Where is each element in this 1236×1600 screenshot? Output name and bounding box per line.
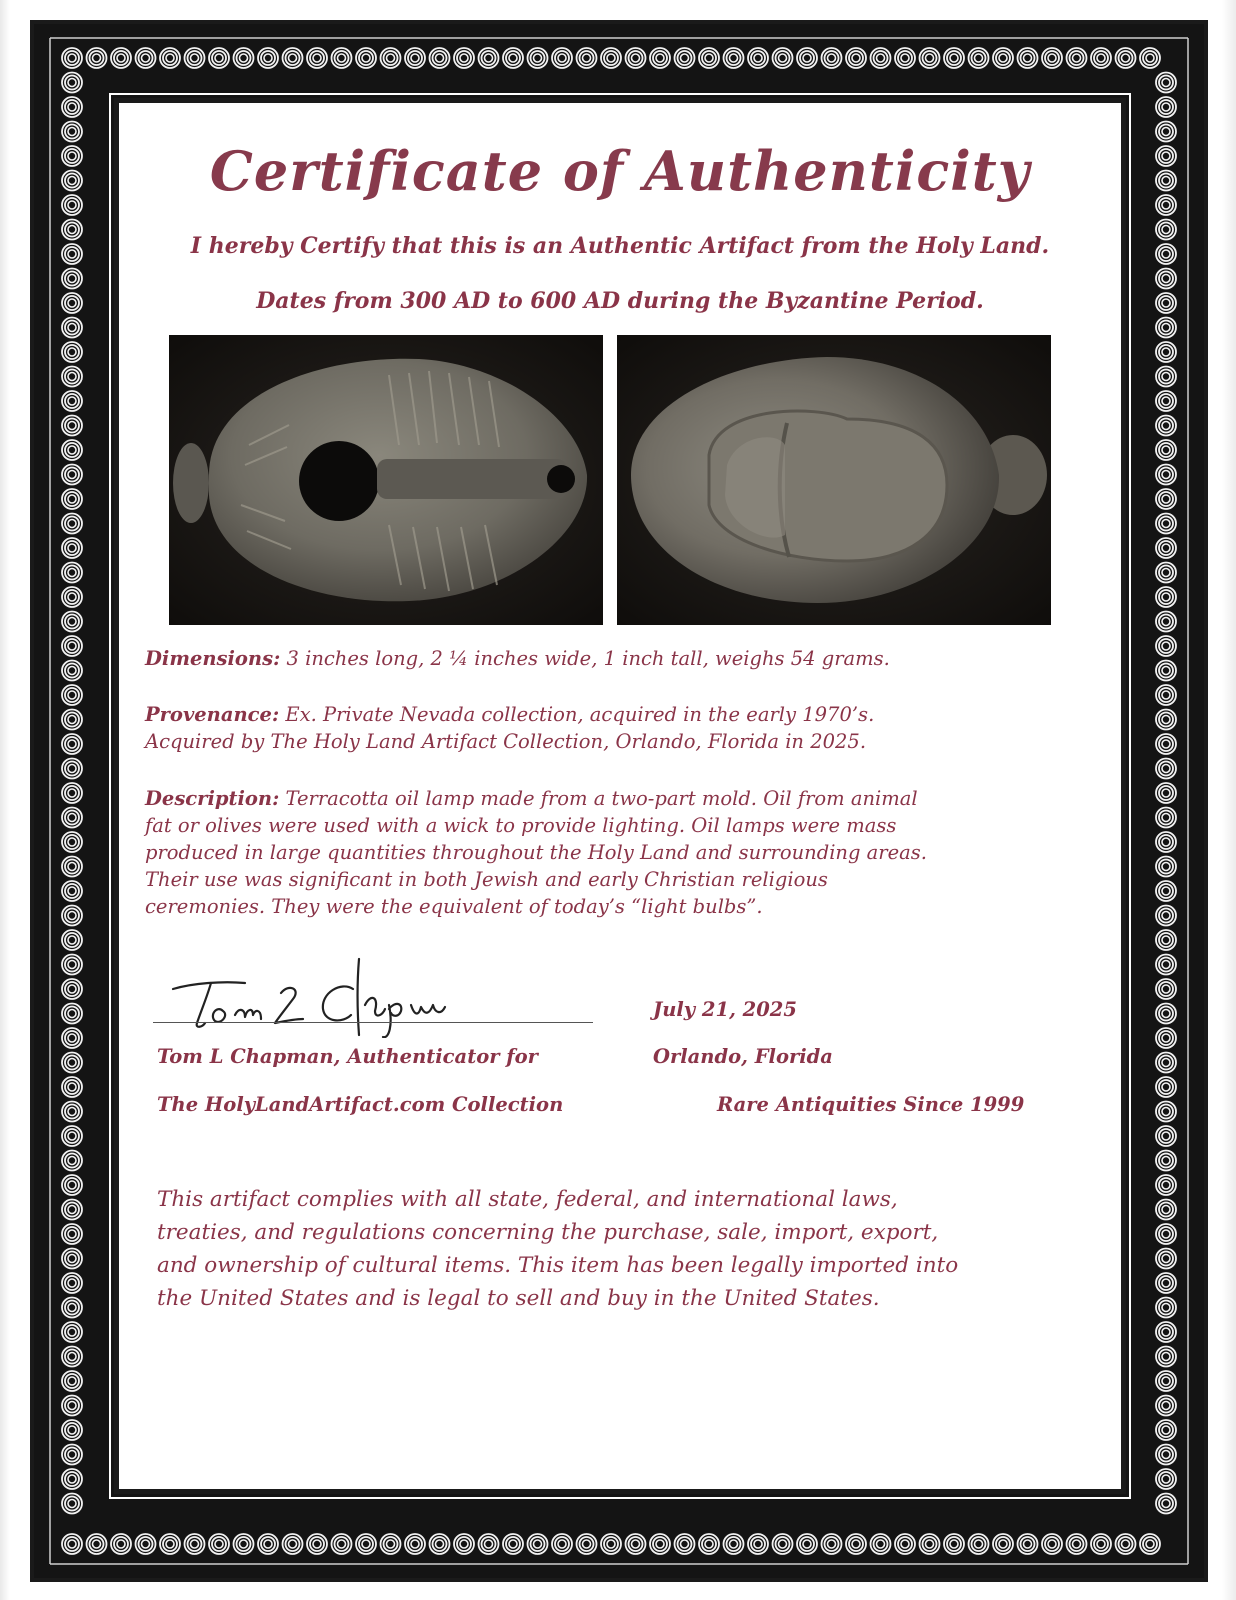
border-ring xyxy=(748,48,768,68)
border-ring xyxy=(62,1371,82,1391)
border-ring xyxy=(62,1004,82,1024)
border-ring xyxy=(1156,1298,1176,1318)
border-ring xyxy=(62,759,82,779)
border-ring xyxy=(62,342,82,362)
border-ring xyxy=(773,48,793,68)
provenance-line: Acquired by The Holy Land Artifact Collection, Orlando, Florida in 2025. xyxy=(145,730,867,753)
border-ring xyxy=(1156,881,1176,901)
border-ring xyxy=(62,1534,82,1554)
border-ring xyxy=(969,1534,989,1554)
border-ring xyxy=(62,636,82,656)
border-ring xyxy=(503,48,523,68)
border-ring xyxy=(895,1534,915,1554)
certificate-title: Certificate of Authenticity xyxy=(209,139,1031,203)
border-ring xyxy=(62,171,82,191)
border-ring xyxy=(528,48,548,68)
border-ring xyxy=(1156,1175,1176,1195)
border-ring xyxy=(62,1249,82,1269)
border-ring xyxy=(430,48,450,68)
border-ring xyxy=(1140,48,1160,68)
description-line: ceremonies. They were the equivalent of today’s “light bulbs”. xyxy=(145,895,763,918)
border-ring xyxy=(430,1534,450,1554)
border-ring xyxy=(62,244,82,264)
border-ring xyxy=(626,1534,646,1554)
border-ring xyxy=(356,48,376,68)
border-ring xyxy=(258,1534,278,1554)
border-ring xyxy=(1156,195,1176,215)
period-statement: Dates from 300 AD to 600 AD during the Byzantine Period. xyxy=(256,288,984,314)
border-ring xyxy=(234,1534,254,1554)
provenance-line: Ex. Private Nevada collection, acquired in the early 1970’s. xyxy=(285,703,875,726)
border-ring xyxy=(993,48,1013,68)
border-ring xyxy=(62,1445,82,1465)
border-ring xyxy=(822,48,842,68)
border-ring xyxy=(969,48,989,68)
border-ring xyxy=(1156,73,1176,93)
border-ring xyxy=(62,293,82,313)
border-ring xyxy=(503,1534,523,1554)
border-ring xyxy=(479,1534,499,1554)
border-ring xyxy=(62,48,82,68)
border-ring xyxy=(1156,342,1176,362)
border-ring xyxy=(62,587,82,607)
border-ring xyxy=(699,1534,719,1554)
border-ring xyxy=(1156,1224,1176,1244)
border-ring xyxy=(62,1273,82,1293)
border-ring xyxy=(1156,1126,1176,1146)
border-ring xyxy=(62,391,82,411)
border-ring xyxy=(1156,538,1176,558)
provenance-label: Provenance: xyxy=(145,703,280,726)
border-ring xyxy=(1156,416,1176,436)
border-ring xyxy=(920,1534,940,1554)
border-ring xyxy=(1156,1249,1176,1269)
border-ring xyxy=(62,73,82,93)
border-ring xyxy=(1156,930,1176,950)
border-ring xyxy=(528,1534,548,1554)
border-ring xyxy=(62,514,82,534)
border-ring xyxy=(552,48,572,68)
border-ring xyxy=(1091,48,1111,68)
description-line: Terracotta oil lamp made from a two-part mold. Oil from animal xyxy=(285,787,918,810)
border-ring xyxy=(62,612,82,632)
border-ring xyxy=(62,1028,82,1048)
border-ring xyxy=(1156,1396,1176,1416)
border-ring xyxy=(650,48,670,68)
lamp-photo-bottom xyxy=(617,335,1051,625)
handwritten-signature xyxy=(153,953,593,1038)
border-ring xyxy=(62,538,82,558)
legal-line: the United States and is legal to sell and buy in the United States. xyxy=(157,1286,880,1311)
border-ring xyxy=(1156,1322,1176,1342)
border-ring xyxy=(87,48,107,68)
border-ring xyxy=(62,1298,82,1318)
border-ring xyxy=(1156,367,1176,387)
border-ring xyxy=(1156,1004,1176,1024)
border-ring xyxy=(1067,48,1087,68)
border-ring xyxy=(62,661,82,681)
description-line: Their use was significant in both Jewish and early Christian religious xyxy=(145,868,828,891)
certificate-location: Orlando, Florida xyxy=(653,1045,833,1068)
border-ring xyxy=(209,48,229,68)
border-ring xyxy=(332,1534,352,1554)
border-ring xyxy=(62,97,82,117)
border-ring xyxy=(944,48,964,68)
border-ring xyxy=(307,1534,327,1554)
border-ring xyxy=(1156,710,1176,730)
border-ring xyxy=(62,1175,82,1195)
border-ring xyxy=(822,1534,842,1554)
border-ring xyxy=(356,1534,376,1554)
border-ring xyxy=(62,465,82,485)
border-ring xyxy=(1156,612,1176,632)
border-ring xyxy=(1156,171,1176,191)
border-ring xyxy=(454,1534,474,1554)
border-ring xyxy=(62,979,82,999)
border-ring xyxy=(1156,1347,1176,1367)
border-ring xyxy=(1156,220,1176,240)
certify-statement: I hereby Certify that this is an Authentic Artifact from the Holy Land. xyxy=(190,233,1050,259)
border-ring xyxy=(1091,1534,1111,1554)
border-ring xyxy=(1156,832,1176,852)
border-ring xyxy=(797,48,817,68)
border-ring xyxy=(1156,857,1176,877)
border-ring xyxy=(62,269,82,289)
border-ring xyxy=(871,1534,891,1554)
border-ring xyxy=(209,1534,229,1554)
legal-line: This artifact complies with all state, federal, and international laws, xyxy=(157,1187,898,1212)
border-ring xyxy=(62,318,82,338)
border-ring xyxy=(1156,783,1176,803)
border-ring xyxy=(62,367,82,387)
lamp-photo-top xyxy=(169,335,603,625)
border-ring xyxy=(1156,269,1176,289)
border-ring xyxy=(1156,808,1176,828)
border-ring xyxy=(405,48,425,68)
border-ring xyxy=(62,881,82,901)
border-ring xyxy=(1116,48,1136,68)
border-ring xyxy=(920,48,940,68)
border-ring xyxy=(62,1151,82,1171)
legal-line: treaties, and regulations concerning the purchase, sale, import, export, xyxy=(157,1220,939,1245)
border-ring xyxy=(1156,759,1176,779)
border-ring xyxy=(405,1534,425,1554)
border-ring xyxy=(1156,293,1176,313)
border-ring xyxy=(1156,1494,1176,1514)
border-ring xyxy=(62,685,82,705)
border-ring xyxy=(1156,1445,1176,1465)
border-ring xyxy=(111,48,131,68)
border-ring xyxy=(62,489,82,509)
border-ring xyxy=(1156,979,1176,999)
border-ring xyxy=(62,783,82,803)
border-ring xyxy=(62,1102,82,1122)
border-ring xyxy=(136,1534,156,1554)
description-label: Description: xyxy=(145,787,280,810)
border-ring xyxy=(62,808,82,828)
border-ring xyxy=(62,832,82,852)
border-ring xyxy=(675,48,695,68)
border-ring xyxy=(381,48,401,68)
border-ring xyxy=(283,1534,303,1554)
border-ring xyxy=(1156,906,1176,926)
border-ring xyxy=(62,930,82,950)
border-ring xyxy=(381,1534,401,1554)
border-ring xyxy=(1156,1469,1176,1489)
border-ring xyxy=(62,1494,82,1514)
dimensions-label: Dimensions: xyxy=(145,647,281,670)
border-ring xyxy=(846,48,866,68)
border-ring xyxy=(62,1126,82,1146)
border-ring xyxy=(1156,955,1176,975)
border-ring xyxy=(1156,1420,1176,1440)
border-ring xyxy=(1042,48,1062,68)
border-ring xyxy=(601,1534,621,1554)
border-ring xyxy=(1156,1371,1176,1391)
border-ring xyxy=(773,1534,793,1554)
border-ring xyxy=(1156,1077,1176,1097)
border-ring xyxy=(62,1469,82,1489)
border-ring xyxy=(62,146,82,166)
border-ring xyxy=(62,906,82,926)
border-ring xyxy=(1140,1534,1160,1554)
border-ring xyxy=(650,1534,670,1554)
certificate-content xyxy=(119,103,1121,1489)
border-ring xyxy=(1018,1534,1038,1554)
description-line: produced in large quantities throughout the Holy Land and surrounding areas. xyxy=(145,841,927,864)
legal-line: and ownership of cultural items. This item has been legally imported into xyxy=(157,1253,959,1278)
border-ring xyxy=(1156,1102,1176,1122)
border-ring xyxy=(1156,734,1176,754)
border-ring xyxy=(1156,1151,1176,1171)
border-ring xyxy=(626,48,646,68)
border-ring xyxy=(185,48,205,68)
dimensions-text: 3 inches long, 2 ¼ inches wide, 1 inch tall, weighs 54 grams. xyxy=(286,647,890,670)
border-ring xyxy=(577,48,597,68)
border-ring xyxy=(62,195,82,215)
border-ring xyxy=(62,1077,82,1097)
border-ring xyxy=(185,1534,205,1554)
border-ring xyxy=(62,1420,82,1440)
border-ring xyxy=(160,48,180,68)
certificate-date: July 21, 2025 xyxy=(653,998,797,1021)
border-ring xyxy=(993,1534,1013,1554)
border-ring xyxy=(1156,1028,1176,1048)
collection-name: The HolyLandArtifact.com Collection xyxy=(157,1093,564,1116)
border-ring xyxy=(1156,514,1176,534)
border-ring xyxy=(62,857,82,877)
border-ring xyxy=(62,220,82,240)
description-line: fat or olives were used with a wick to provide lighting. Oil lamps were mass xyxy=(145,814,897,837)
border-ring xyxy=(1042,1534,1062,1554)
border-ring xyxy=(307,48,327,68)
border-ring xyxy=(283,48,303,68)
border-ring xyxy=(62,416,82,436)
border-ring xyxy=(62,1322,82,1342)
border-ring xyxy=(62,710,82,730)
border-ring xyxy=(454,48,474,68)
border-ring xyxy=(1156,563,1176,583)
border-ring xyxy=(62,563,82,583)
border-ring xyxy=(1156,661,1176,681)
border-ring xyxy=(479,48,499,68)
border-ring xyxy=(87,1534,107,1554)
border-ring xyxy=(62,955,82,975)
border-ring xyxy=(1156,1053,1176,1073)
border-ring xyxy=(160,1534,180,1554)
border-ring xyxy=(62,1053,82,1073)
border-ring xyxy=(1156,97,1176,117)
border-ring xyxy=(797,1534,817,1554)
border-ring xyxy=(577,1534,597,1554)
description-paragraph xyxy=(145,785,1095,920)
border-ring xyxy=(62,1200,82,1220)
business-tagline: Rare Antiquities Since 1999 xyxy=(717,1093,1025,1116)
border-ring xyxy=(1067,1534,1087,1554)
border-ring xyxy=(724,48,744,68)
border-ring xyxy=(1156,244,1176,264)
border-ring xyxy=(1156,1200,1176,1220)
border-ring xyxy=(62,734,82,754)
border-ring xyxy=(871,48,891,68)
border-ring xyxy=(1156,489,1176,509)
border-ring xyxy=(895,48,915,68)
dimensions-paragraph xyxy=(145,645,1095,672)
border-ring xyxy=(699,48,719,68)
border-ring xyxy=(601,48,621,68)
border-ring xyxy=(234,48,254,68)
border-ring xyxy=(62,1396,82,1416)
authenticator-name: Tom L Chapman, Authenticator for xyxy=(157,1045,538,1068)
border-ring xyxy=(62,1224,82,1244)
border-ring xyxy=(111,1534,131,1554)
border-ring xyxy=(1156,685,1176,705)
border-ring xyxy=(1156,391,1176,411)
legal-statement xyxy=(157,1183,1097,1315)
border-ring xyxy=(1156,440,1176,460)
border-ring xyxy=(332,48,352,68)
border-ring xyxy=(1156,318,1176,338)
border-ring xyxy=(675,1534,695,1554)
border-ring xyxy=(62,440,82,460)
border-ring xyxy=(1116,1534,1136,1554)
border-ring xyxy=(724,1534,744,1554)
border-ring xyxy=(258,48,278,68)
border-ring xyxy=(944,1534,964,1554)
border-ring xyxy=(1156,1273,1176,1293)
border-ring xyxy=(1156,587,1176,607)
border-ring xyxy=(552,1534,572,1554)
border-ring xyxy=(62,1347,82,1367)
border-ring xyxy=(846,1534,866,1554)
border-ring xyxy=(62,122,82,142)
border-ring xyxy=(1018,48,1038,68)
border-ring xyxy=(1156,465,1176,485)
border-ring xyxy=(1156,122,1176,142)
border-ring xyxy=(748,1534,768,1554)
signature-line xyxy=(153,1022,593,1023)
border-ring xyxy=(136,48,156,68)
border-ring xyxy=(1156,146,1176,166)
border-ring xyxy=(1156,636,1176,656)
provenance-paragraph xyxy=(145,701,1095,755)
